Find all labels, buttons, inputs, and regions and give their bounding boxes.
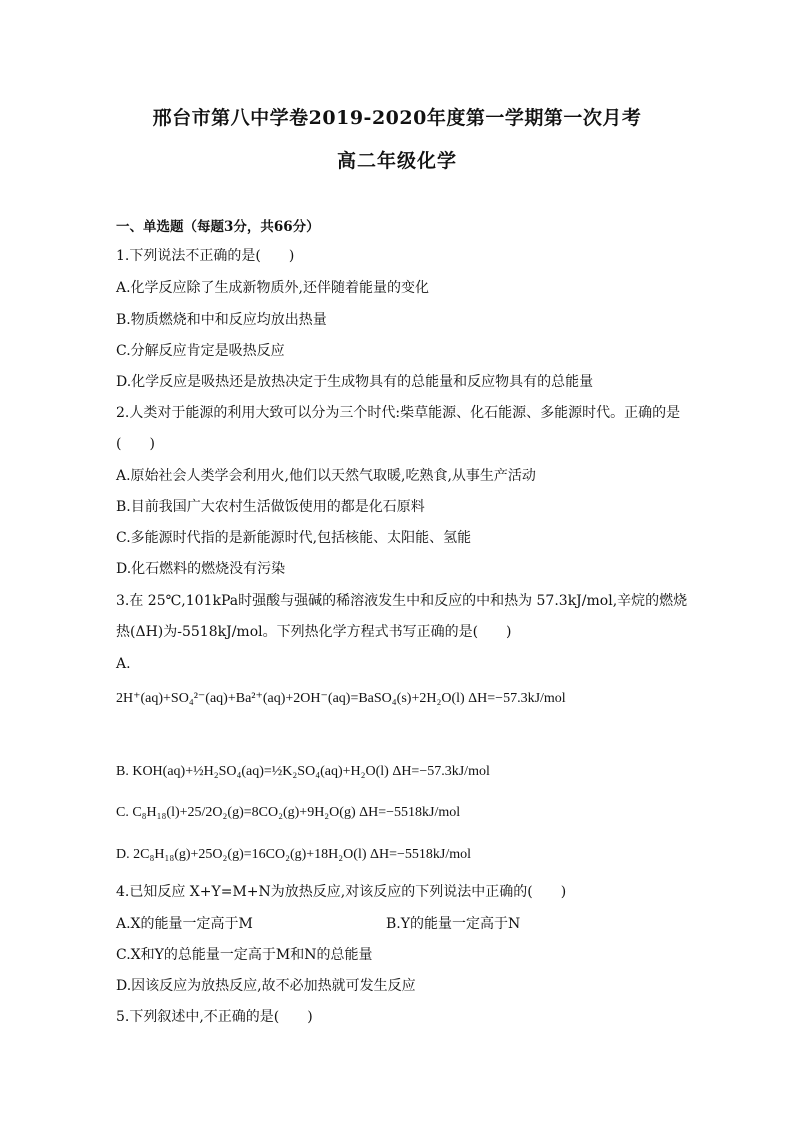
q2-stem: 2.人类对于能源的利用大致可以分为三个时代:柴草能源、化石能源、多能源时代。正确的是 [116,405,681,421]
q2-option-d: D.化石燃料的燃烧没有污染 [116,561,286,577]
q4-option-d: D.因该反应为放热反应,故不必加热就可发生反应 [116,978,416,994]
q3-option-c-equation: C. C₈H₁₈(l)+25/2O₂(g)=8CO₂(g)+9H₂O(g) ΔH=−5518kJ/mol [116,805,461,820]
q1-option-c: C.分解反应肯定是吸热反应 [116,343,285,359]
q1-option-d: D.化学反应是吸热还是放热决定于生成物具有的总能量和反应物具有的总能量 [116,374,594,390]
q3-option-d-equation: D. 2C₈H₁₈(g)+25O₂(g)=16CO₂(g)+18H₂O(l) ΔH=−5518kJ/mol [116,847,472,862]
exam-title: 邢台市第八中学卷2019-2020年度第一学期第一次月考 [152,107,642,129]
q2-stem-cont: ( ) [116,436,155,452]
q1-option-b: B.物质燃烧和中和反应均放出热量 [116,312,327,328]
q3-option-b-equation: B. KOH(aq)+½H₂SO₄(aq)=½K₂SO₄(aq)+H₂O(l) ΔH=−57.3kJ/mol [116,764,490,779]
q1-stem: 1.下列说法不正确的是( ) [116,248,295,264]
q4-option-c: C.X和Y的总能量一定高于M和N的总能量 [116,947,373,963]
section-heading: 一、单选题（每题3分，共66分） [116,219,320,235]
exam-subtitle: 高二年级化学 [336,150,457,172]
q2-option-c: C.多能源时代指的是新能源时代,包括核能、太阳能、氢能 [116,530,472,546]
q3-option-a-label: A. [116,656,131,672]
q3-stem: 3.在 25℃,101kPa时强酸与强碱的稀溶液发生中和反应的中和热为 57.3kJ/mol,辛烷的燃烧 [116,593,688,609]
q2-option-b: B.目前我国广大农村生活做饭使用的都是化石原料 [116,499,425,515]
q4-option-b: B.Y的能量一定高于N [386,916,521,932]
q2-option-a: A.原始社会人类学会利用火,他们以天然气取暖,吃熟食,从事生产活动 [116,468,536,484]
q1-option-a: A.化学反应除了生成新物质外,还伴随着能量的变化 [116,280,430,296]
q3-option-a-equation: 2H⁺(aq)+SO₄²⁻(aq)+Ba²⁺(aq)+2OH⁻(aq)=BaSO₄(s)+2H₂O(l) ΔH=−57.3kJ/mol [116,691,566,706]
q5-stem: 5.下列叙述中,不正确的是( ) [116,1009,313,1025]
q4-option-a: A.X的能量一定高于M [116,916,253,932]
q4-stem: 4.已知反应 X+Y=M+N为放热反应,对该反应的下列说法中正确的( ) [116,884,567,900]
q3-stem-cont: 热(ΔH)为-5518kJ/mol。下列热化学方程式书写正确的是( ) [116,624,512,640]
